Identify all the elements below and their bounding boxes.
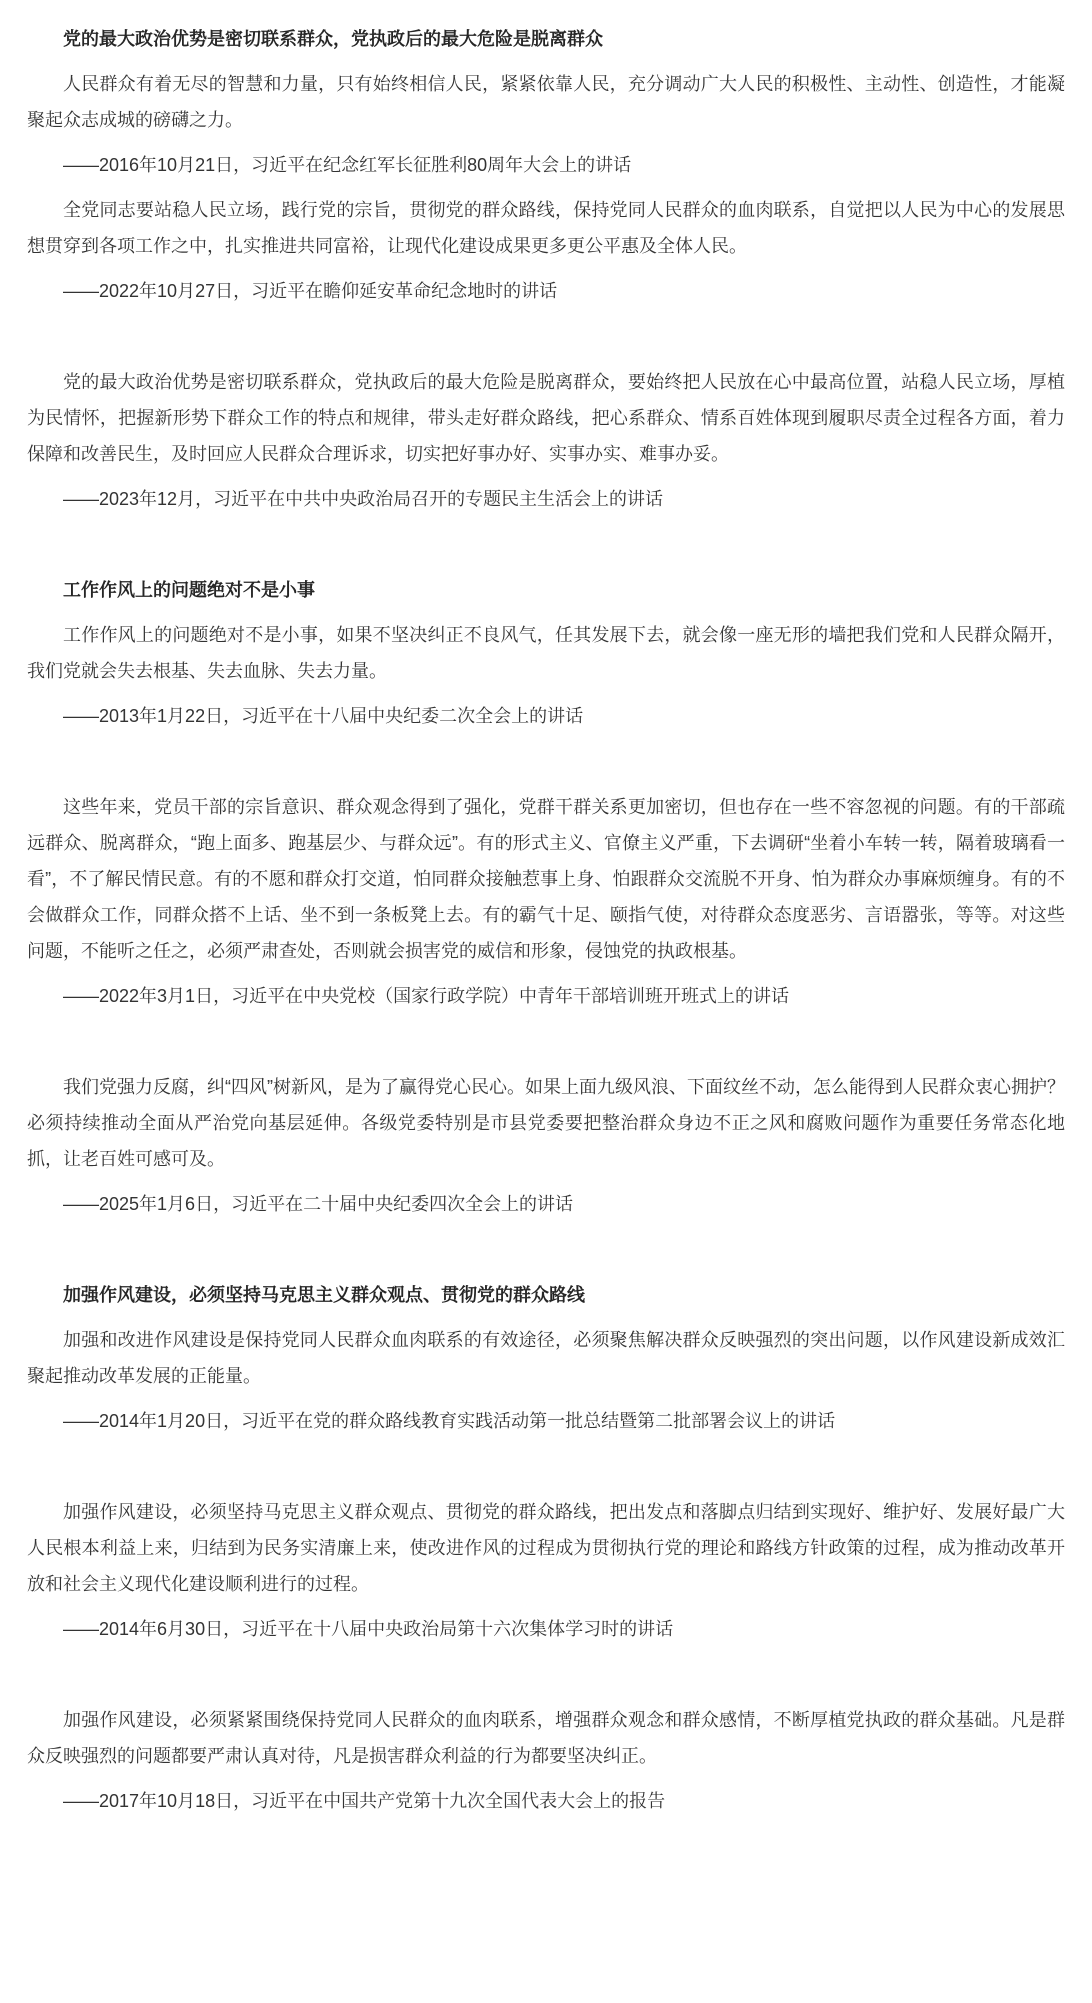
quote-source: ——2014年6月30日，习近平在十八届中央政治局第十六次集体学习时的讲话 <box>63 1619 674 1639</box>
quote-source: ——2017年10月18日，习近平在中国共产党第十九次全国代表大会上的报告 <box>63 1791 666 1811</box>
quote-source: ——2014年1月20日，习近平在党的群众路线教育实践活动第一批总结暨第二批部署会议上的讲话 <box>63 1411 836 1431</box>
quote-paragraph: 党的最大政治优势是密切联系群众，党执政后的最大危险是脱离群众，要始终把人民放在心中最高位置，站稳人民立场，厚植为民情怀，把握新形势下群众工作的特点和规律，带头走好群众路线，把心系群众、情系百姓体现到履职尽责全过程各方面，着力保障和改善民生，及时回应人民群众合理诉求，切实把好事办好、实事办实、难事办妥。 <box>27 372 1065 464</box>
quote-source: ——2022年3月1日，习近平在中央党校（国家行政学院）中青年干部培训班开班式上的讲话 <box>63 986 790 1006</box>
quote-paragraph: 加强作风建设，必须紧紧围绕保持党同人民群众的血肉联系，增强群众观念和群众感情，不断厚植党执政的群众基础。凡是群众反映强烈的问题都要严肃认真对待，凡是损害群众利益的行为都要坚决纠正。 <box>27 1710 1065 1766</box>
quote-source: ——2013年1月22日，习近平在十八届中央纪委二次全会上的讲话 <box>63 706 584 726</box>
quote-paragraph: 我们党强力反腐，纠“四风”树新风，是为了赢得党心民心。如果上面九级风浪、下面纹丝不动，怎么能得到人民群众衷心拥护？必须持续推动全面从严治党向基层延伸。各级党委特别是市县党委要把整治群众身边不正之风和腐败问题作为重要任务常态化地抓，让老百姓可感可及。 <box>27 1077 1065 1169</box>
quote-source: ——2016年10月21日，习近平在纪念红军长征胜利80周年大会上的讲话 <box>63 155 632 175</box>
section-heading: 工作作风上的问题绝对不是小事 <box>63 580 315 600</box>
section-heading: 党的最大政治优势是密切联系群众，党执政后的最大危险是脱离群众 <box>63 29 603 49</box>
quote-paragraph: 加强和改进作风建设是保持党同人民群众血肉联系的有效途径，必须聚焦解决群众反映强烈的突出问题，以作风建设新成效汇聚起推动改革发展的正能量。 <box>27 1330 1065 1386</box>
quote-source: ——2025年1月6日，习近平在二十届中央纪委四次全会上的讲话 <box>63 1194 574 1214</box>
section-heading: 加强作风建设，必须坚持马克思主义群众观点、贯彻党的群众路线 <box>63 1285 585 1305</box>
quote-paragraph: 工作作风上的问题绝对不是小事，如果不坚决纠正不良风气，任其发展下去，就会像一座无形的墙把我们党和人民群众隔开，我们党就会失去根基、失去血脉、失去力量。 <box>27 625 1065 681</box>
quote-paragraph: 加强作风建设，必须坚持马克思主义群众观点、贯彻党的群众路线，把出发点和落脚点归结到实现好、维护好、发展好最广大人民根本利益上来，归结到为民务实清廉上来，使改进作风的过程成为贯彻执行党的理论和路线方针政策的过程，成为推动改革开放和社会主义现代化建设顺利进行的过程。 <box>27 1502 1065 1594</box>
quote-paragraph: 人民群众有着无尽的智慧和力量，只有始终相信人民，紧紧依靠人民，充分调动广大人民的积极性、主动性、创造性，才能凝聚起众志成城的磅礴之力。 <box>27 74 1065 130</box>
quote-paragraph: 这些年来，党员干部的宗旨意识、群众观念得到了强化，党群干群关系更加密切，但也存在一些不容忽视的问题。有的干部疏远群众、脱离群众，“跑上面多、跑基层少、与群众远”。有的形式主义、官僚主义严重，下去调研“坐着小车转一转，隔着玻璃看一看”，不了解民情民意。有的不愿和群众打交道，怕同群众接触惹事上身、怕跟群众交流脱不开身、怕为群众办事麻烦缠身。有的不会做群众工作，同群众搭不上话、坐不到一条板凳上去。有的霸气十足、颐指气使，对待群众态度恶劣、言语嚣张，等等。对这些问题，不能听之任之，必须严肃查处，否则就会损害党的威信和形象，侵蚀党的执政根基。 <box>27 797 1065 961</box>
quote-source: ——2022年10月27日，习近平在瞻仰延安革命纪念地时的讲话 <box>63 281 558 301</box>
quote-paragraph: 全党同志要站稳人民立场，践行党的宗旨，贯彻党的群众路线，保持党同人民群众的血肉联系，自觉把以人民为中心的发展思想贯穿到各项工作之中，扎实推进共同富裕，让现代化建设成果更多更公平惠及全体人民。 <box>27 200 1065 256</box>
quote-source: ——2023年12月，习近平在中共中央政治局召开的专题民主生活会上的讲话 <box>63 489 664 509</box>
